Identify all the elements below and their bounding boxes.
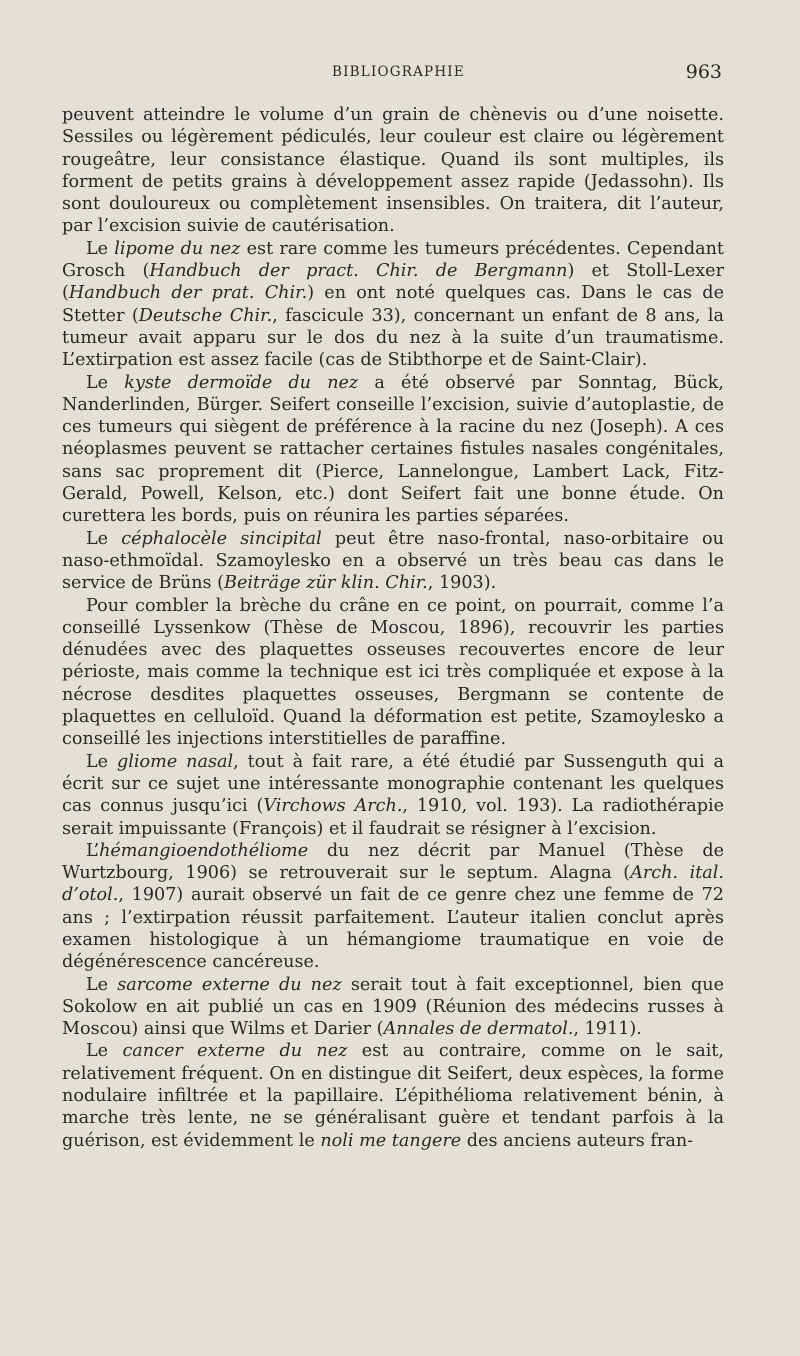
paragraph: [62, 595, 724, 751]
italic-text-run: hémangioendothéliome: [99, 840, 309, 861]
text-run: peuvent atteindre le volume d’un grain de chènevis ou d’une noisette. Sessiles ou légèrement pédiculés, leur couleur est claire ou légèrement rougeâtre, leur consistance élastique. Quand ils sont multiples, ils forment de petits grains à développement assez rapide (Jedassohn). Ils sont douloureux ou complètement insensibles. On traitera, dit l’auteur, par l’excision suivie de cautérisation.: [62, 105, 724, 237]
paragraph: [62, 372, 724, 528]
text-run: , fascicule 33), concernant un enfant de 8 ans, la tumeur avait apparu sur le dos du nez à la suite d’un traumatisme. L’extirpation est assez facile (cas de Stibthorpe et de Saint-Clair).: [62, 305, 724, 371]
italic-text-run: lipome du nez: [114, 238, 241, 259]
text-run: du nez décrit par Manuel (Thèse de Wurtzbourg, 1906) se retrouverait sur le septum. Alagna (: [62, 840, 724, 884]
text-run: , 1910, vol. 193). La radiothérapie serait impuissante (François) et il faudrait se résigner à l’excision.: [62, 796, 724, 839]
paragraph: [62, 974, 724, 1041]
italic-text-run: kyste dermoïde du nez: [124, 372, 359, 393]
text-run: serait tout à fait exceptionnel, bien que Sokolow en ait publié un cas en 1909 (Réunion des médecins russes à Moscou) ainsi que Wilms et Darier (: [62, 974, 724, 1040]
italic-text-run: Beiträge zür klin. Chir.: [224, 573, 428, 594]
italic-text-run: céphalocèle sincipital: [121, 528, 322, 549]
italic-text-run: sarcome externe du nez: [117, 974, 342, 995]
text-run: est rare comme les tumeurs précédentes. Cependant Grosch (: [62, 238, 724, 282]
body-text: [62, 104, 724, 1152]
paragraph: [62, 238, 724, 372]
text-run: est au contraire, comme on le sait, relativement fréquent. On en distingue dit Seifert, deux espèces, la forme nodulaire infiltrée et la papillaire. L’épithélioma relativement bénin, à marche très lente, ne se généralisant guère et tendant parfois à la guérison, est évidemment le: [62, 1041, 724, 1151]
text-run: Le: [86, 528, 122, 549]
text-run: peut être naso-frontal, naso-orbitaire ou naso-ethmoïdal. Szamoylesko en a observé un très beau cas dans le service de Brüns (: [62, 528, 724, 594]
italic-text-run: Deutsche Chir.: [138, 305, 273, 326]
text-run: , 1903).: [427, 573, 497, 594]
text-run: Le: [86, 238, 115, 259]
paragraph: [62, 751, 724, 840]
paragraph: [62, 528, 724, 595]
text-run: Le: [86, 372, 125, 393]
italic-text-run: Arch. ital. d’otol.: [62, 863, 724, 906]
running-header: [62, 62, 722, 86]
italic-text-run: Virchows Arch.: [263, 796, 403, 817]
text-run: , tout à fait rare, a été étudié par Sussenguth qui a écrit sur ce sujet une intéressante monographie contenant les quelques cas connus jusqu’ici (: [62, 751, 724, 817]
text-run: a été observé par Sonntag, Bück, Nanderlinden, Bürger. Seifert conseille l’excision, suivie d’autoplastie, de ces tumeurs qui siègent de préférence à la racine du nez (Joseph). A ces néoplasmes peuvent se rattacher certaines fistules nasales congénitales, sans sac proprement dit (Pierce, Lannelongue, Lambert Lack, Fitz-Gerald, Powell, Kelson, etc.) dont Seifert fait une bonne étude. On curettera les bords, puis on réunira les parties séparées.: [62, 372, 724, 527]
text-run: ) et Stoll-Lexer (: [62, 261, 724, 304]
italic-text-run: gliome nasal: [117, 751, 234, 772]
paragraph: [62, 1040, 724, 1151]
text-run: ) en ont noté quelques cas. Dans le cas de Stetter (: [62, 283, 724, 326]
italic-text-run: noli me tangere: [320, 1130, 462, 1151]
italic-text-run: Annales de dermatol.: [383, 1019, 574, 1040]
text-run: Le: [86, 974, 118, 995]
italic-text-run: cancer externe du nez: [122, 1041, 348, 1062]
italic-text-run: Handbuch der pract. Chir. de Bergmann: [149, 261, 568, 282]
italic-text-run: Handbuch der prat. Chir.: [68, 283, 308, 304]
paragraph: [62, 840, 724, 974]
text-run: Le: [86, 1041, 123, 1062]
text-run: Pour combler la brèche du crâne en ce point, on pourrait, comme l’a conseillé Lyssenkow (Thèse de Moscou, 1896), recouvrir les parties dénudées avec des plaquettes osseuses recouvertes encore de leur périoste, mais comme la technique est ici très compliquée et expose à la nécrose desdites plaquettes osseuses, Bergmann se contente de plaquettes en celluloïd. Quand la déformation est petite, Szamoylesko a conseillé les injections interstitielles de paraffine.: [62, 595, 724, 750]
paragraph: [62, 104, 724, 238]
running-title: BIBLIOGRAPHIE: [332, 64, 465, 80]
text-run: , 1911).: [573, 1019, 642, 1040]
text-run: des anciens auteurs fran-: [461, 1130, 694, 1151]
page-number: 963: [685, 61, 722, 83]
text-run: Le: [86, 751, 118, 772]
text-run: , 1907) aurait observé un fait de ce genre chez une femme de 72 ans ; l’extirpation réussit parfaitement. L’auteur italien conclut après examen histologique à un hémangiome traumatique en voie de dégénérescence cancéreuse.: [62, 885, 724, 973]
text-run: L’: [86, 840, 100, 861]
